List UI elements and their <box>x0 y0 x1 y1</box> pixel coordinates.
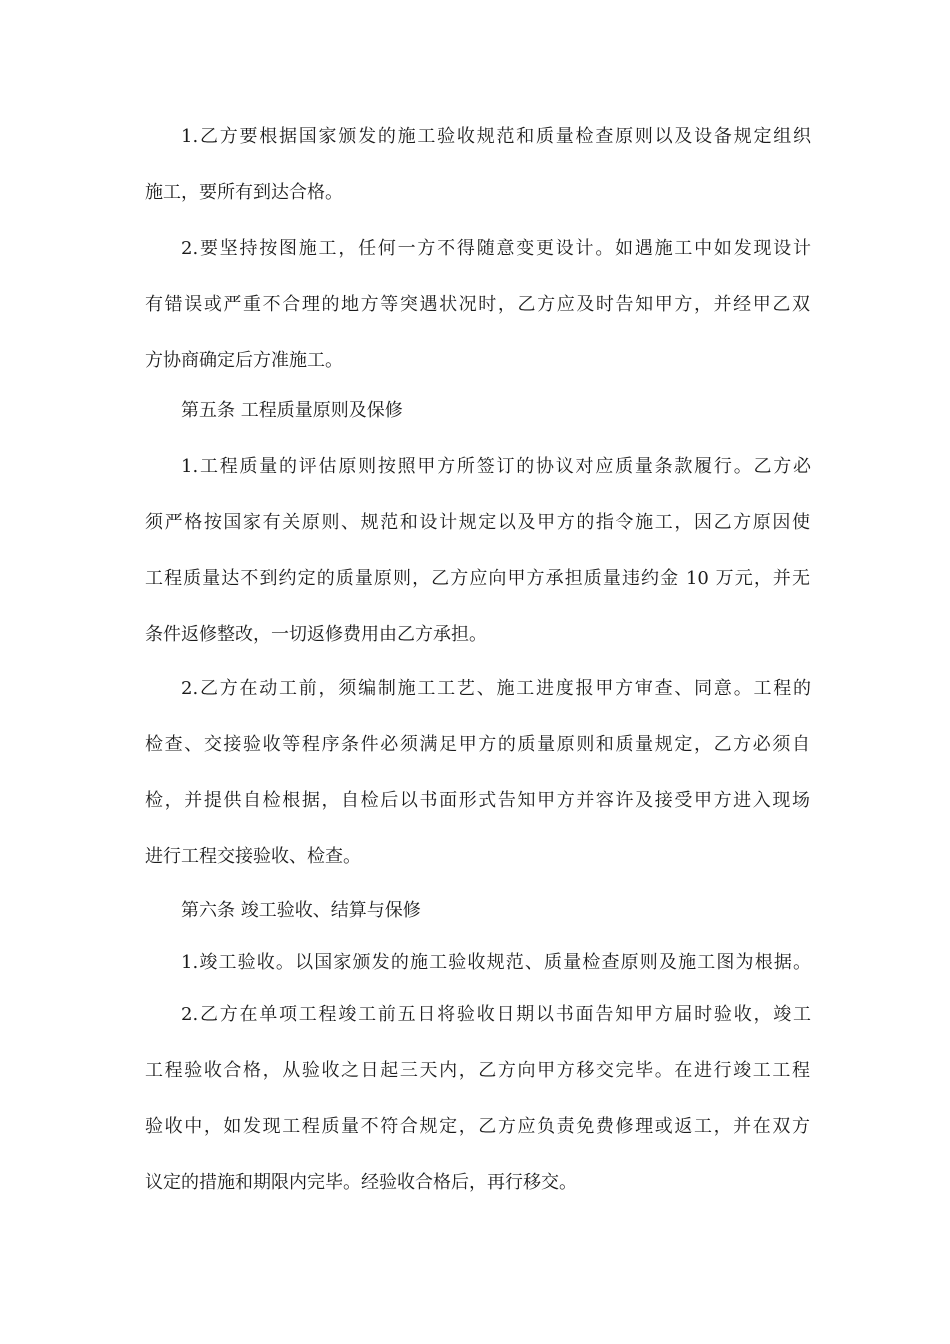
paragraph-line: 工程验收合格，从验收之日起三天内，乙方向甲方移交完毕。在进行竣工工程 <box>145 1060 810 1081</box>
paragraph-line: 方协商确定后方准施工。 <box>145 350 343 371</box>
paragraph-line: 检查、交接验收等程序条件必须满足甲方的质量原则和质量规定，乙方必须自 <box>145 734 810 755</box>
paragraph-line: 1.竣工验收。以国家颁发的施工验收规范、质量检查原则及施工图为根据。 <box>181 952 811 973</box>
paragraph-line: 1.乙方要根据国家颁发的施工验收规范和质量检查原则以及设备规定组织 <box>181 126 811 147</box>
paragraph-line: 检，并提供自检根据，自检后以书面形式告知甲方并容许及接受甲方进入现场 <box>145 790 810 811</box>
paragraph-line: 有错误或严重不合理的地方等突遇状况时，乙方应及时告知甲方，并经甲乙双 <box>145 294 810 315</box>
section-heading: 第六条 竣工验收、结算与保修 <box>181 900 421 921</box>
paragraph-line: 须严格按国家有关原则、规范和设计规定以及甲方的指令施工，因乙方原因使 <box>145 512 810 533</box>
paragraph-line: 2.要坚持按图施工，任何一方不得随意变更设计。如遇施工中如发现设计 <box>181 238 811 259</box>
paragraph-line: 1.工程质量的评估原则按照甲方所签订的协议对应质量条款履行。乙方必 <box>181 456 811 477</box>
paragraph-line: 2.乙方在动工前，须编制施工工艺、施工进度报甲方审查、同意。工程的 <box>181 678 811 699</box>
paragraph-line: 验收中，如发现工程质量不符合规定，乙方应负责免费修理或返工，并在双方 <box>145 1116 810 1137</box>
paragraph-line: 工程质量达不到约定的质量原则，乙方应向甲方承担质量违约金 10 万元，并无 <box>145 568 810 589</box>
paragraph-line: 施工，要所有到达合格。 <box>145 182 343 203</box>
paragraph-line: 2.乙方在单项工程竣工前五日将验收日期以书面告知甲方届时验收，竣工 <box>181 1004 811 1025</box>
paragraph-line: 进行工程交接验收、检查。 <box>145 846 361 867</box>
paragraph-line: 议定的措施和期限内完毕。经验收合格后，再行移交。 <box>145 1172 577 1193</box>
section-heading: 第五条 工程质量原则及保修 <box>181 400 403 421</box>
paragraph-line: 条件返修整改，一切返修费用由乙方承担。 <box>145 624 487 645</box>
